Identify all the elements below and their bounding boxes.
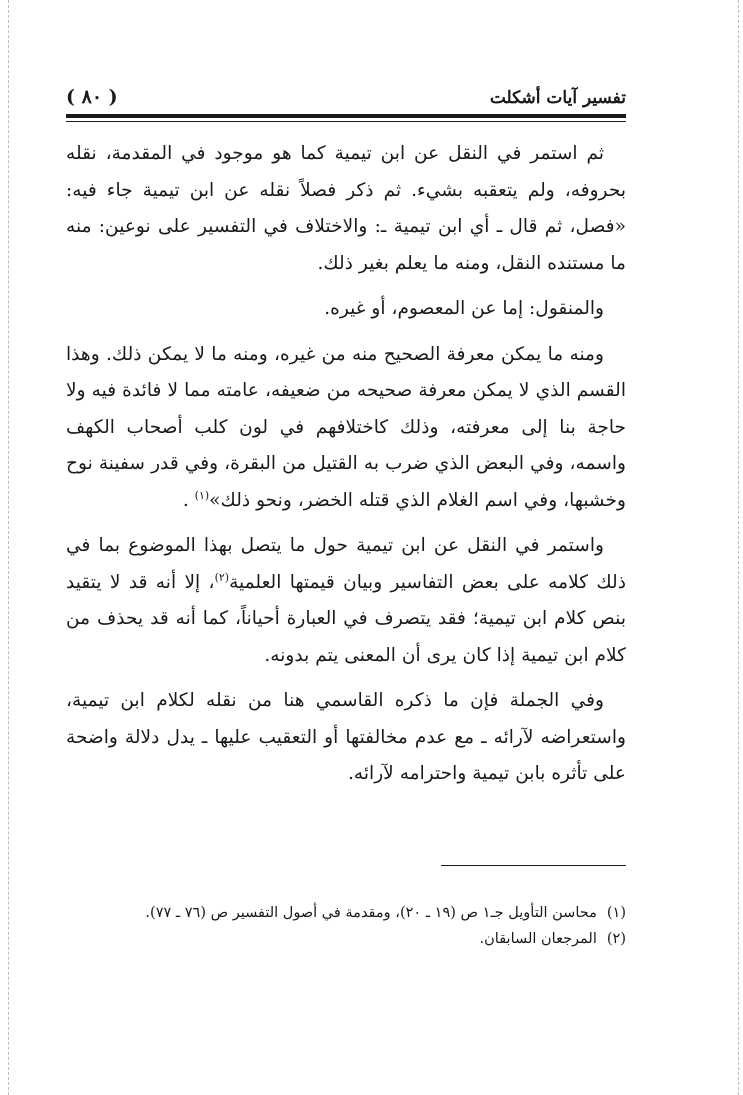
body-text xyxy=(66,136,626,793)
footnote-2-number: (٢) xyxy=(606,930,626,947)
footnote-1 xyxy=(66,900,626,926)
paragraph-2-text: والمنقول: إما عن المعصوم، أو غيره. xyxy=(324,298,604,319)
header-rule-thin xyxy=(66,121,626,122)
footnote-separator xyxy=(441,865,626,866)
footnote-1-number: (١) xyxy=(606,904,626,921)
paragraph-3-tail: . xyxy=(182,489,195,511)
paragraph-1 xyxy=(66,136,626,282)
footnote-1-text: محاسن التأويل جـ١ ص (١٩ ـ ٢٠)، ومقدمة في أصول التفسير ص (٧٦ ـ ٧٧). xyxy=(145,904,597,921)
paragraph-4 xyxy=(66,528,626,674)
header-rule-thick xyxy=(66,114,626,118)
paragraph-3 xyxy=(66,337,626,520)
scan-edge-right xyxy=(738,0,739,1095)
scan-edge-left xyxy=(8,0,9,1095)
footnotes xyxy=(66,900,626,952)
page-header xyxy=(66,84,626,114)
paragraph-3-text: ومنه ما يمكن معرفة الصحيح منه من غيره، ومنه ما لا يمكن ذلك. وهذا القسم الذي لا يمكن معرفة صحيحه من ضعيفه، عامته مما لا فائدة فيه ولا حاجة بنا إلى معرفته، وذلك كاختلافهم في لون كلب أصحاب الكهف واسمه، وفي البعض الذي ضرب به القتيل من البقرة، وفي قدر سفينة نوح وخشبها، وفي اسم الغلام الذي قتله الخضر، ونحو ذلك» xyxy=(66,343,626,511)
paragraph-5-text: وفي الجملة فإن ما ذكره القاسمي هنا من نقله لكلام ابن تيمية، واستعراضه لآرائه ـ مع عدم مخالفتها أو التعقيب عليها ـ يدل دلالة واضحة على تأثره بابن تيمية واحترامه لآرائه. xyxy=(66,690,626,784)
paragraph-1-text: ثم استمر في النقل عن ابن تيمية كما هو موجود في المقدمة، نقله بحروفه، ولم يتعقبه بشيء. ثم ذكر فصلاً نقله عن ابن تيمية جاء فيه: «فصل، ثم قال ـ أي ابن تيمية ـ: والاختلاف في التفسير على نوعين: منه ما مستنده النقل، ومنه ما يعلم بغير ذلك. xyxy=(66,143,626,274)
book-page xyxy=(66,84,626,952)
footnote-marker-1: (١) xyxy=(194,488,210,502)
footnote-2 xyxy=(66,926,626,952)
paragraph-5 xyxy=(66,683,626,793)
page-number: ( ٨٠ ) xyxy=(66,86,118,108)
running-title: تفسير آيات أشكلت xyxy=(489,88,626,108)
footnote-marker-2: (٢) xyxy=(214,570,230,584)
footnote-2-text: المرجعان السابقان. xyxy=(479,930,597,947)
paragraph-2 xyxy=(66,291,626,328)
paragraph-4-tail: ، إلا أنه قد لا يتقيد بنص كلام ابن تيمية؛ فقد يتصرف في العبارة أحياناً، كما أنه قد يحذف من كلام ابن تيمية إذا كان يرى أن المعنى يتم بدونه. xyxy=(66,571,626,666)
paragraph-4-text: واستمر في النقل عن ابن تيمية حول ما يتصل بهذا الموضوع بما في ذلك كلامه على بعض التفاسير وبيان قيمتها العلمية xyxy=(66,535,626,593)
